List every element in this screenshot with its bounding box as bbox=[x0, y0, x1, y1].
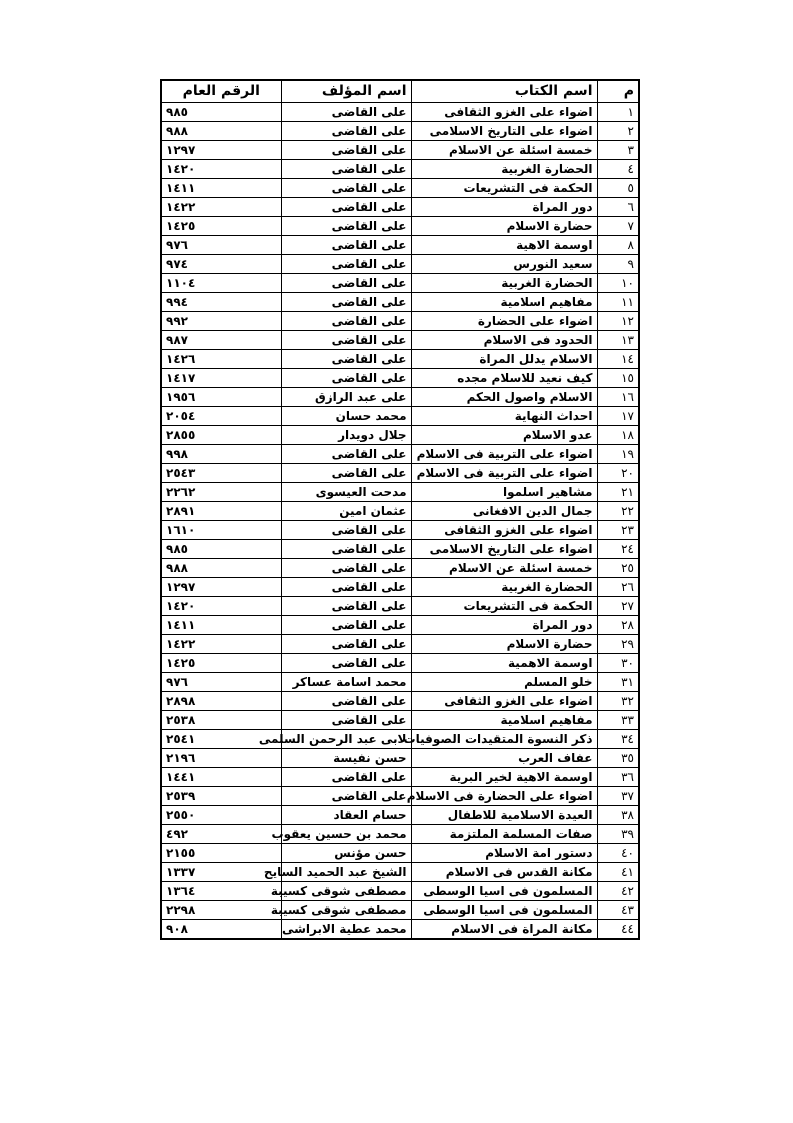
book-name-cell: اضواء على التربية فى الاسلام bbox=[411, 445, 597, 464]
row-index: ١٩ bbox=[597, 445, 639, 464]
row-index: ١٠ bbox=[597, 274, 639, 293]
author-name-cell: على القاضى bbox=[281, 236, 411, 255]
general-number-cell: ١٤١٧ bbox=[161, 369, 281, 388]
table-row bbox=[161, 882, 639, 901]
author-name-cell: لابى عبد الرحمن السلمى bbox=[281, 730, 411, 749]
general-number-cell: ١٤١١ bbox=[161, 179, 281, 198]
table-row bbox=[161, 464, 639, 483]
book-name-cell: احداث النهاية bbox=[411, 407, 597, 426]
table-row bbox=[161, 521, 639, 540]
author-name-cell: عثمان امين bbox=[281, 502, 411, 521]
book-name-cell: الاسلام واصول الحكم bbox=[411, 388, 597, 407]
author-name-cell: على القاضى bbox=[281, 768, 411, 787]
author-name-cell: على القاضى bbox=[281, 445, 411, 464]
table-row bbox=[161, 103, 639, 122]
general-number-cell: ٢١٩٦ bbox=[161, 749, 281, 768]
table-row bbox=[161, 179, 639, 198]
row-index: ٣٠ bbox=[597, 654, 639, 673]
general-number-cell: ١٢٩٧ bbox=[161, 141, 281, 160]
general-number-cell: ٩٩٢ bbox=[161, 312, 281, 331]
book-name-cell: مشاهير اسلموا bbox=[411, 483, 597, 502]
row-index: ٣٦ bbox=[597, 768, 639, 787]
general-number-cell: ١٤٢٠ bbox=[161, 597, 281, 616]
author-name-cell: على القاضى bbox=[281, 369, 411, 388]
author-name-cell: على القاضى bbox=[281, 559, 411, 578]
author-name-cell: على القاضى bbox=[281, 198, 411, 217]
general-number-cell: ٩٠٨ bbox=[161, 920, 281, 940]
row-index: ٣١ bbox=[597, 673, 639, 692]
author-name-cell: على القاضى bbox=[281, 122, 411, 141]
book-name-cell: الاسلام يدلل المراة bbox=[411, 350, 597, 369]
book-name-cell: الحكمة فى التشريعات bbox=[411, 179, 597, 198]
row-index: ٣٥ bbox=[597, 749, 639, 768]
author-name-cell: على القاضى bbox=[281, 255, 411, 274]
general-number-cell: ١٢٩٧ bbox=[161, 578, 281, 597]
general-number-cell: ٩٧٦ bbox=[161, 236, 281, 255]
table-row bbox=[161, 578, 639, 597]
row-index: ٢٣ bbox=[597, 521, 639, 540]
header-book-name: اسم الكتاب bbox=[411, 80, 597, 103]
general-number-cell: ٩٧٤ bbox=[161, 255, 281, 274]
author-name-cell: على القاضى bbox=[281, 521, 411, 540]
book-name-cell: دور المراة bbox=[411, 616, 597, 635]
table-row bbox=[161, 293, 639, 312]
general-number-cell: ١٤٢٥ bbox=[161, 654, 281, 673]
row-index: ٢٥ bbox=[597, 559, 639, 578]
row-index: ٢ bbox=[597, 122, 639, 141]
table-row bbox=[161, 445, 639, 464]
table-row bbox=[161, 901, 639, 920]
header-index: م bbox=[597, 80, 639, 103]
table-row bbox=[161, 388, 639, 407]
table-row bbox=[161, 407, 639, 426]
author-name-cell: على القاضى bbox=[281, 312, 411, 331]
row-index: ٢٠ bbox=[597, 464, 639, 483]
general-number-cell: ١٣٣٧ bbox=[161, 863, 281, 882]
book-name-cell: العيدة الاسلامية للاطفال bbox=[411, 806, 597, 825]
row-index: ١١ bbox=[597, 293, 639, 312]
table-row bbox=[161, 787, 639, 806]
general-number-cell: ٢٥٤١ bbox=[161, 730, 281, 749]
table-row bbox=[161, 426, 639, 445]
book-name-cell: خمسة اسئلة عن الاسلام bbox=[411, 141, 597, 160]
table-row bbox=[161, 730, 639, 749]
table-row bbox=[161, 312, 639, 331]
general-number-cell: ٩٨٨ bbox=[161, 122, 281, 141]
table-row bbox=[161, 768, 639, 787]
author-name-cell: حسام العقاد bbox=[281, 806, 411, 825]
row-index: ٣٨ bbox=[597, 806, 639, 825]
general-number-cell: ١٤٢٦ bbox=[161, 350, 281, 369]
table-row bbox=[161, 749, 639, 768]
book-name-cell: مفاهيم اسلامية bbox=[411, 711, 597, 730]
author-name-cell: مدحت العيسوى bbox=[281, 483, 411, 502]
general-number-cell: ٢٥٣٩ bbox=[161, 787, 281, 806]
author-name-cell: على القاضى bbox=[281, 141, 411, 160]
author-name-cell: على القاضى bbox=[281, 464, 411, 483]
row-index: ١٣ bbox=[597, 331, 639, 350]
general-number-cell: ٢٨٩١ bbox=[161, 502, 281, 521]
book-name-cell: اضواء على الغزو الثقافى bbox=[411, 521, 597, 540]
author-name-cell: جلال دويدار bbox=[281, 426, 411, 445]
row-index: ٤١ bbox=[597, 863, 639, 882]
book-name-cell: حضارة الاسلام bbox=[411, 217, 597, 236]
row-index: ٣ bbox=[597, 141, 639, 160]
table-row bbox=[161, 825, 639, 844]
general-number-cell: ٢٢٦٢ bbox=[161, 483, 281, 502]
books-table bbox=[160, 79, 640, 940]
row-index: ٢٦ bbox=[597, 578, 639, 597]
table-row bbox=[161, 160, 639, 179]
table-row bbox=[161, 863, 639, 882]
row-index: ٤٣ bbox=[597, 901, 639, 920]
author-name-cell: محمد حسان bbox=[281, 407, 411, 426]
book-name-cell: الحضارة الغربية bbox=[411, 160, 597, 179]
book-name-cell: مكانة القدس فى الاسلام bbox=[411, 863, 597, 882]
general-number-cell: ٩٨٥ bbox=[161, 540, 281, 559]
general-number-cell: ٢٥٥٠ bbox=[161, 806, 281, 825]
book-name-cell: اضواء على التاريخ الاسلامى bbox=[411, 122, 597, 141]
table-row bbox=[161, 559, 639, 578]
author-name-cell: على القاضى bbox=[281, 654, 411, 673]
author-name-cell: على القاضى bbox=[281, 692, 411, 711]
row-index: ٣٤ bbox=[597, 730, 639, 749]
general-number-cell: ٤٩٢ bbox=[161, 825, 281, 844]
table-row bbox=[161, 540, 639, 559]
general-number-cell: ١٩٥٦ bbox=[161, 388, 281, 407]
author-name-cell: الشيخ عبد الحميد السايح bbox=[281, 863, 411, 882]
general-number-cell: ٩٩٤ bbox=[161, 293, 281, 312]
book-name-cell: سعيد النورس bbox=[411, 255, 597, 274]
author-name-cell: على القاضى bbox=[281, 635, 411, 654]
row-index: ٣٩ bbox=[597, 825, 639, 844]
row-index: ٢٢ bbox=[597, 502, 639, 521]
book-name-cell: اضواء على الغزو الثقافى bbox=[411, 692, 597, 711]
table-row bbox=[161, 122, 639, 141]
book-name-cell: عدو الاسلام bbox=[411, 426, 597, 445]
book-name-cell: الحضارة الغربية bbox=[411, 578, 597, 597]
author-name-cell: مصطفى شوقى كسيبة bbox=[281, 901, 411, 920]
general-number-cell: ١٤١١ bbox=[161, 616, 281, 635]
author-name-cell: على القاضى bbox=[281, 293, 411, 312]
author-name-cell: على القاضى bbox=[281, 787, 411, 806]
row-index: ١٧ bbox=[597, 407, 639, 426]
general-number-cell: ٩٨٥ bbox=[161, 103, 281, 122]
table-row bbox=[161, 806, 639, 825]
book-name-cell: جمال الدين الافغانى bbox=[411, 502, 597, 521]
row-index: ١٥ bbox=[597, 369, 639, 388]
author-name-cell: على القاضى bbox=[281, 540, 411, 559]
header-author-name: اسم المؤلف bbox=[281, 80, 411, 103]
table-row bbox=[161, 692, 639, 711]
row-index: ٤ bbox=[597, 160, 639, 179]
general-number-cell: ٩٨٨ bbox=[161, 559, 281, 578]
general-number-cell: ١٤٢٢ bbox=[161, 198, 281, 217]
general-number-cell: ٢٠٥٤ bbox=[161, 407, 281, 426]
header-row bbox=[161, 80, 639, 103]
book-name-cell: عفاف العرب bbox=[411, 749, 597, 768]
book-name-cell: مفاهيم اسلامية bbox=[411, 293, 597, 312]
table-row bbox=[161, 217, 639, 236]
book-name-cell: حضارة الاسلام bbox=[411, 635, 597, 654]
author-name-cell: حسن مؤنس bbox=[281, 844, 411, 863]
table-row bbox=[161, 616, 639, 635]
book-name-cell: المسلمون فى اسيا الوسطى bbox=[411, 882, 597, 901]
table-row bbox=[161, 350, 639, 369]
book-name-cell: خمسة اسئلة عن الاسلام bbox=[411, 559, 597, 578]
general-number-cell: ٩٧٦ bbox=[161, 673, 281, 692]
general-number-cell: ٩٨٧ bbox=[161, 331, 281, 350]
book-name-cell: اضواء على الحضارة فى الاسلام bbox=[411, 787, 597, 806]
book-name-cell: دور المراة bbox=[411, 198, 597, 217]
book-name-cell: اوسمة الاهية لخير البرية bbox=[411, 768, 597, 787]
author-name-cell: على القاضى bbox=[281, 616, 411, 635]
book-name-cell: المسلمون فى اسيا الوسطى bbox=[411, 901, 597, 920]
row-index: ٤٤ bbox=[597, 920, 639, 940]
row-index: ١ bbox=[597, 103, 639, 122]
general-number-cell: ٢٥٣٨ bbox=[161, 711, 281, 730]
author-name-cell: على القاضى bbox=[281, 103, 411, 122]
row-index: ٢٧ bbox=[597, 597, 639, 616]
row-index: ٥ bbox=[597, 179, 639, 198]
book-name-cell: اضواء على الحضارة bbox=[411, 312, 597, 331]
author-name-cell: على القاضى bbox=[281, 711, 411, 730]
table-row bbox=[161, 369, 639, 388]
general-number-cell: ٩٩٨ bbox=[161, 445, 281, 464]
book-name-cell: اوسمة الاهمية bbox=[411, 654, 597, 673]
book-name-cell: ذكر النسوة المتقيدات الصوفيات bbox=[411, 730, 597, 749]
row-index: ٢٤ bbox=[597, 540, 639, 559]
row-index: ٣٣ bbox=[597, 711, 639, 730]
table-row bbox=[161, 673, 639, 692]
book-name-cell: اوسمة الاهية bbox=[411, 236, 597, 255]
table-row bbox=[161, 198, 639, 217]
table-row bbox=[161, 331, 639, 350]
book-name-cell: مكانة المراة فى الاسلام bbox=[411, 920, 597, 940]
row-index: ١٦ bbox=[597, 388, 639, 407]
header-general-number: الرقم العام bbox=[161, 80, 281, 103]
general-number-cell: ٢٨٩٨ bbox=[161, 692, 281, 711]
row-index: ١٨ bbox=[597, 426, 639, 445]
author-name-cell: مصطفى شوقى كسيبة bbox=[281, 882, 411, 901]
author-name-cell: على القاضى bbox=[281, 179, 411, 198]
book-name-cell: الحدود فى الاسلام bbox=[411, 331, 597, 350]
book-name-cell: اضواء على التاريخ الاسلامى bbox=[411, 540, 597, 559]
general-number-cell: ٢٨٥٥ bbox=[161, 426, 281, 445]
author-name-cell: على القاضى bbox=[281, 350, 411, 369]
general-number-cell: ١١٠٤ bbox=[161, 274, 281, 293]
row-index: ١٢ bbox=[597, 312, 639, 331]
general-number-cell: ١٤٢٢ bbox=[161, 635, 281, 654]
table-row bbox=[161, 597, 639, 616]
table-row bbox=[161, 255, 639, 274]
table-row bbox=[161, 502, 639, 521]
table-row bbox=[161, 654, 639, 673]
row-index: ٢٩ bbox=[597, 635, 639, 654]
author-name-cell: محمد بن حسين يعقوب bbox=[281, 825, 411, 844]
author-name-cell: على القاضى bbox=[281, 578, 411, 597]
general-number-cell: ٢٢٩٨ bbox=[161, 901, 281, 920]
table-row bbox=[161, 274, 639, 293]
table-row bbox=[161, 844, 639, 863]
row-index: ١٤ bbox=[597, 350, 639, 369]
row-index: ٩ bbox=[597, 255, 639, 274]
author-name-cell: حسن نفيسة bbox=[281, 749, 411, 768]
table-row bbox=[161, 483, 639, 502]
book-name-cell: خلو المسلم bbox=[411, 673, 597, 692]
book-name-cell: الحضارة الغربية bbox=[411, 274, 597, 293]
general-number-cell: ١٤٢٠ bbox=[161, 160, 281, 179]
row-index: ٢١ bbox=[597, 483, 639, 502]
row-index: ٤٠ bbox=[597, 844, 639, 863]
table-row bbox=[161, 141, 639, 160]
row-index: ٦ bbox=[597, 198, 639, 217]
book-name-cell: اضواء على الغزو الثقافى bbox=[411, 103, 597, 122]
general-number-cell: ١٤٢٥ bbox=[161, 217, 281, 236]
row-index: ٨ bbox=[597, 236, 639, 255]
table-row bbox=[161, 236, 639, 255]
table-row bbox=[161, 920, 639, 940]
general-number-cell: ١٦١٠ bbox=[161, 521, 281, 540]
author-name-cell: على القاضى bbox=[281, 597, 411, 616]
row-index: ٣٧ bbox=[597, 787, 639, 806]
row-index: ٢٨ bbox=[597, 616, 639, 635]
table-row bbox=[161, 635, 639, 654]
author-name-cell: على عبد الرازق bbox=[281, 388, 411, 407]
author-name-cell: على القاضى bbox=[281, 217, 411, 236]
book-name-cell: كيف نعيد للاسلام مجده bbox=[411, 369, 597, 388]
book-name-cell: دستور امة الاسلام bbox=[411, 844, 597, 863]
book-name-cell: صفات المسلمة الملتزمة bbox=[411, 825, 597, 844]
general-number-cell: ٢١٥٥ bbox=[161, 844, 281, 863]
row-index: ٧ bbox=[597, 217, 639, 236]
author-name-cell: على القاضى bbox=[281, 331, 411, 350]
book-name-cell: اضواء على التربية فى الاسلام bbox=[411, 464, 597, 483]
general-number-cell: ١٤٤١ bbox=[161, 768, 281, 787]
table-row bbox=[161, 711, 639, 730]
row-index: ٤٢ bbox=[597, 882, 639, 901]
general-number-cell: ١٣٦٤ bbox=[161, 882, 281, 901]
author-name-cell: محمد عطية الابراشى bbox=[281, 920, 411, 940]
author-name-cell: على القاضى bbox=[281, 160, 411, 179]
author-name-cell: على القاضى bbox=[281, 274, 411, 293]
general-number-cell: ٢٥٤٣ bbox=[161, 464, 281, 483]
row-index: ٣٢ bbox=[597, 692, 639, 711]
author-name-cell: محمد اسامة عساكر bbox=[281, 673, 411, 692]
book-name-cell: الحكمة فى التشريعات bbox=[411, 597, 597, 616]
